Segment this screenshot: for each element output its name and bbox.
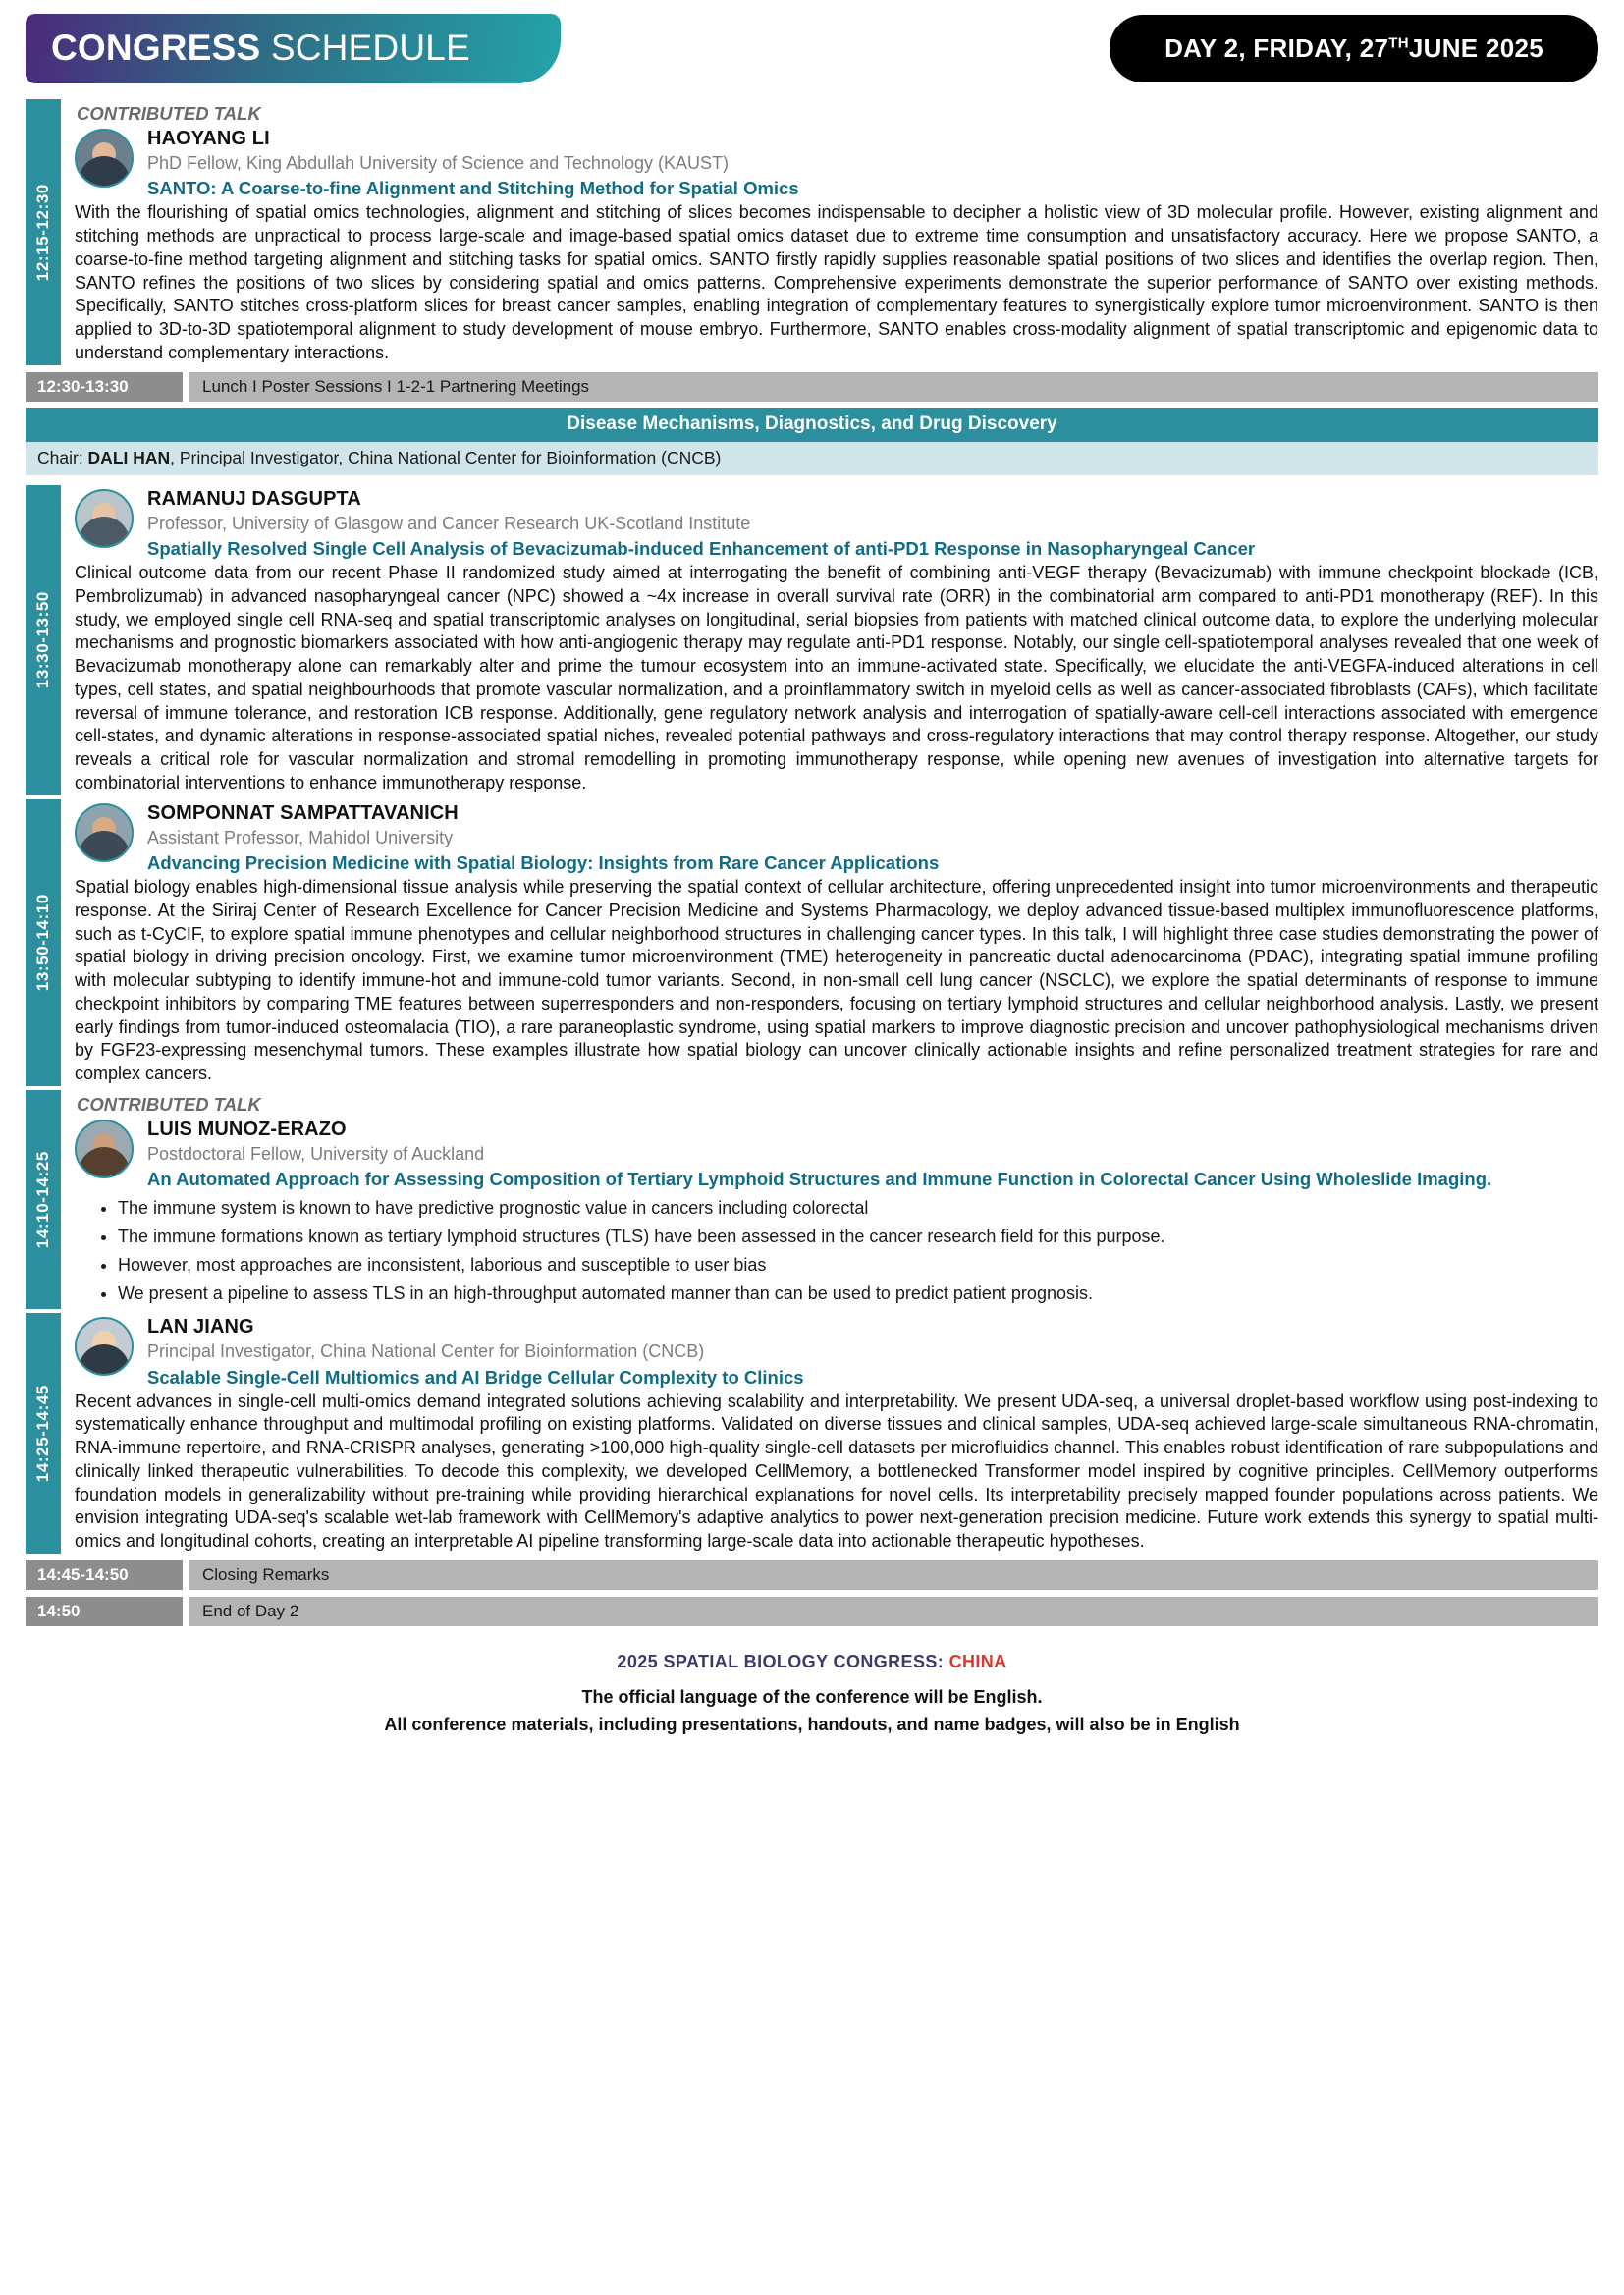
speaker-name: LAN JIANG bbox=[147, 1316, 254, 1339]
avatar bbox=[75, 489, 134, 548]
speaker-row bbox=[75, 127, 1598, 200]
talk-time-rail bbox=[26, 799, 61, 1086]
chair-name: DALI HAN bbox=[87, 447, 171, 467]
talk-title: Spatially Resolved Single Cell Analysis of Bevacizumab-induced Enhancement of anti-PD1 Response in Nasopharyngeal Cancer bbox=[147, 538, 1256, 560]
speaker-row bbox=[75, 487, 1598, 561]
avatar bbox=[75, 1317, 134, 1376]
chair-prefix: Chair: bbox=[37, 447, 88, 467]
talk-time: 12:15-12:30 bbox=[33, 183, 52, 281]
talk-time-rail bbox=[26, 485, 61, 795]
speaker-affiliation: Professor, University of Glasgow and Cancer Research UK-Scotland Institute bbox=[147, 513, 751, 533]
list-item: • We present a pipeline to assess TLS in an high-throughput automated manner than can be used to predict patient prognosis. bbox=[118, 1281, 1598, 1307]
talk-item bbox=[26, 1090, 1598, 1309]
footer-language-line-2: All conference materials, including presentations, handouts, and name badges, will also be in English bbox=[384, 1714, 1240, 1734]
closing-remarks-bar bbox=[26, 1560, 1598, 1590]
talk-item bbox=[26, 99, 1598, 365]
talk-item bbox=[26, 1313, 1598, 1554]
talk-time-rail bbox=[26, 1090, 61, 1309]
day-ordinal: TH bbox=[1388, 34, 1409, 52]
closing-bar-label: Closing Remarks bbox=[189, 1560, 1598, 1590]
day-badge bbox=[1110, 15, 1598, 82]
talk-abstract: Recent advances in single-cell multi-omics demand integrated solutions achieving scalability and interpretability. We present UDA-seq, a universal droplet-based workflow using post-indexing to systematically enhance throughput and multimodal profiling on existing platforms. Validated on diverse tissues and clinical samples, UDA-seq achieved large-scale simultaneous RNA-chromatin, RNA-immune repertoire, and RNA-CRISPR analyses, generating >100,000 high-quality single-cell datasets per microfluidics channel. This enables robust identification of rare subpopulations and clinically linked therapeutic vulnerabilities. To decode this complexity, we developed CellMemory, a bottlenecked Transformer model inspired by cognitive principles. CellMemory outperforms foundation models in generalizability without pre-training while providing hierarchical explanations for novel cells. Its interpretability precisely mapped founder populations across patients. We envision integrating UDA-seq's scalable wet-lab framework with CellMemory's adaptive analytics to power next-generation precision medicine. Future work extends this synergy to spatial multi-omics and longitudinal cohorts, creating an interpretable AI pipeline transforming large-scale data into actionable therapeutic hypotheses. bbox=[75, 1391, 1598, 1552]
talk-time-rail bbox=[26, 99, 61, 365]
closing-bar-time: 14:45-14:50 bbox=[26, 1560, 183, 1590]
talk-body bbox=[75, 799, 1598, 1086]
footer-congress-title bbox=[26, 1652, 1598, 1672]
avatar bbox=[75, 1120, 134, 1178]
chair-suffix: , Principal Investigator, China National Center for Bioinformation (CNCB) bbox=[170, 447, 722, 467]
footer-language-line-1: The official language of the conference will be English. bbox=[581, 1686, 1043, 1707]
talk-time: 13:30-13:50 bbox=[33, 591, 52, 689]
list-item: • The immune formations known as tertiary lymphoid structures (TLS) have been assessed in the cancer research field for this purpose. bbox=[118, 1224, 1598, 1250]
list-item: • The immune system is known to have predictive prognostic value in cancers including colorectal bbox=[118, 1195, 1598, 1222]
talk-kicker: CONTRIBUTED TALK bbox=[77, 103, 261, 124]
speaker-name: HAOYANG LI bbox=[147, 128, 270, 149]
speaker-name: LUIS MUNOZ-ERAZO bbox=[147, 1118, 347, 1140]
footer-title-country: CHINA bbox=[948, 1651, 1007, 1671]
talk-kicker: CONTRIBUTED TALK bbox=[77, 1093, 261, 1115]
speaker-row bbox=[75, 801, 1598, 875]
break-bar bbox=[26, 372, 1598, 402]
talk-title: Scalable Single-Cell Multiomics and AI Bridge Cellular Complexity to Clinics bbox=[147, 1366, 804, 1388]
talk-time: 14:10-14:25 bbox=[33, 1150, 52, 1249]
session-title-bar: Disease Mechanisms, Diagnostics, and Drug Discovery bbox=[26, 408, 1598, 442]
talk-time: 13:50-14:10 bbox=[33, 894, 52, 992]
end-bar-time: 14:50 bbox=[26, 1597, 183, 1626]
talk-title: Advancing Precision Medicine with Spatial Biology: Insights from Rare Cancer Applications bbox=[147, 852, 940, 874]
talk-abstract: With the flourishing of spatial omics technologies, alignment and stitching of slices becomes indispensable to decipher a holistic view of 3D molecular profile. However, existing alignment and stitching methods are unpractical to process large-scale and image-based spatial omics dataset due to extreme time consumption and unsatisfactory accuracy. Here we propose SANTO, a coarse-to-fine method targeting alignment and stitching tasks for spatial omics. SANTO firstly rapidly supplies reasonable spatial positions of two slices and identifies the overlap region. Then, SANTO refines the positions of two slices by considering spatial and omics patterns. Comprehensive experiments demonstrate the superior performance of SANTO over existing methods. Specifically, SANTO stitches cross-platform slices for breast cancer samples, enabling integration of complementary features to synergistically explore tumor microenvironment. SANTO is then applied to 3D-to-3D spatiotemporal alignment to study development of mouse embryo. Furthermore, SANTO enables cross-modality alignment of spatial transcriptomic and epigenomic data to understand complementary interactions. bbox=[75, 202, 1598, 362]
speaker-affiliation: Assistant Professor, Mahidol University bbox=[147, 827, 454, 847]
speaker-meta bbox=[147, 801, 1598, 875]
logo-light-text: SCHEDULE bbox=[260, 27, 470, 68]
speaker-meta bbox=[147, 487, 1598, 561]
speaker-name: RAMANUJ DASGUPTA bbox=[147, 487, 361, 510]
footer-title-main: 2025 SPATIAL BIOLOGY CONGRESS: bbox=[617, 1651, 949, 1671]
break-bar-label: Lunch I Poster Sessions I 1-2-1 Partnering Meetings bbox=[189, 372, 1598, 402]
break-bar-time: 12:30-13:30 bbox=[26, 372, 183, 402]
talk-time: 14:25-14:45 bbox=[33, 1384, 52, 1483]
speaker-affiliation: PhD Fellow, King Abdullah University of Science and Technology (KAUST) bbox=[147, 153, 729, 173]
speaker-meta bbox=[147, 1315, 1598, 1389]
speaker-affiliation: Postdoctoral Fellow, University of Auckland bbox=[147, 1143, 485, 1164]
speaker-meta bbox=[147, 127, 1598, 200]
talk-time-rail bbox=[26, 1313, 61, 1554]
end-of-day-bar bbox=[26, 1597, 1598, 1626]
avatar bbox=[75, 129, 134, 188]
talk-abstract: Clinical outcome data from our recent Phase II randomized study aimed at interrogating the benefit of combining anti-VEGF therapy (Bevacizumab) with immune checkpoint blockade (ICB, Pembrolizumab) in advanced nasopharyngeal cancer (NPC) showed a ~4x increase in overall survival rate (ORR) in the combinatorial arm compared to anti-PD1 monotherapy (REF). In this study, we employed single cell RNA-seq and spatial transcriptomic analyses on longitudinal, serial biopsies from patients with matched clinical outcome data, to explore the underlying molecular mechanisms and prognostic biomarkers associated with how anti-angiogenic therapy may regulate anti-PD1 response. Notably, our single cell-spatiotemporal analyses revealed that one week of Bevacizumab monotherapy alone can remarkably alter and prime the tumour ecosystem into an immune-activated state. Specifically, we elucidate the anti-VEGFA-induced alterations in cell types, cell states, and spatial neighbourhoods that promote vascular normalization, and a proinflammatory switch in myeloid cells as well as cancer-associated fibroblasts (CAFs), which facilitate reversal of immune tolerance, and restoration ICB response. Additionally, gene regulatory network analysis and interrogation of spatially-aware cell-cell interactions associated with emergence cell-states, and dynamic alterations in response-associated spatial niches, revealed potential pathways and cross-regulatory interactions that may control therapy response. Altogether, our study reveals a critical role for vascular normalization and stromal remodelling in promoting immunotherapy response, while opening new avenues of investigation into alternative targets for combinatorial interventions to enhance immunotherapy response. bbox=[75, 563, 1598, 792]
speaker-row bbox=[75, 1315, 1598, 1389]
talk-item bbox=[26, 799, 1598, 1086]
speaker-row bbox=[75, 1118, 1598, 1191]
page-footer bbox=[26, 1652, 1598, 1739]
list-item: • However, most approaches are inconsistent, laborious and susceptible to user bias bbox=[118, 1252, 1598, 1279]
day-prefix: DAY 2, FRIDAY, 27 bbox=[1164, 33, 1389, 63]
logo-bold-text: CONGRESS bbox=[51, 27, 261, 68]
talk-item bbox=[26, 485, 1598, 795]
talk-title: An Automated Approach for Assessing Composition of Tertiary Lymphoid Structures and Immune Function in Colorectal Cancer Using Wholeslide Imaging. bbox=[147, 1169, 1492, 1190]
congress-logo bbox=[26, 14, 561, 83]
talk-bullet-list bbox=[75, 1195, 1598, 1307]
talk-body bbox=[75, 1313, 1598, 1554]
speaker-affiliation: Principal Investigator, China National Center for Bioinformation (CNCB) bbox=[147, 1341, 705, 1362]
session-chair-bar bbox=[26, 442, 1598, 475]
talk-body bbox=[75, 99, 1598, 365]
talk-title: SANTO: A Coarse-to-fine Alignment and Stitching Method for Spatial Omics bbox=[147, 178, 799, 199]
page-header bbox=[26, 14, 1598, 83]
talk-abstract: Spatial biology enables high-dimensional tissue analysis while preserving the spatial context of cellular architecture, offering unprecedented insight into tumor microenvironments and therapeutic response. At the Siriraj Center of Research Excellence for Cancer Precision Medicine and Systems Pharmacology, we deploy advanced tissue-based multiplex immunofluorescence platforms, such as t-CyCIF, to explore spatial immune phenotypes and cellular neighborhood structures in challenging cancer types. In this talk, I will highlight three case studies demonstrating the power of spatial biology in driving precision oncology. First, we examine tumor microenvironment (TME) heterogeneity in pancreatic ductal adenocarcinoma (PDAC), integrating spatial immune profiling with molecular subtyping to identify immune-hot and immune-cold tumor variants. Second, in non-small cell lung cancer (NSCLC), we explore the spatial determinants of response to immune checkpoint inhibitors by comparing TME features between superresponders and non-responders, focusing on tertiary lymphoid structures and cellular neighborhood analysis. Lastly, we present early findings from tumor-induced osteomalacia (TIO), a rare paraneoplastic syndrome, using spatial markers to improve diagnostic precision and uncover pathophysiological mechanisms driven by FGF23-expressing mesenchymal tumors. These examples illustrate how spatial biology can uncover clinically actionable insights and refine personalized treatment strategies for rare and complex cancers. bbox=[75, 877, 1598, 1084]
avatar bbox=[75, 803, 134, 862]
end-bar-label: End of Day 2 bbox=[189, 1597, 1598, 1626]
talk-body bbox=[75, 485, 1598, 795]
day-suffix: JUNE 2025 bbox=[1408, 33, 1543, 63]
talk-body bbox=[75, 1090, 1598, 1309]
speaker-meta bbox=[147, 1118, 1598, 1191]
speaker-name: SOMPONNAT SAMPATTAVANICH bbox=[147, 801, 459, 824]
